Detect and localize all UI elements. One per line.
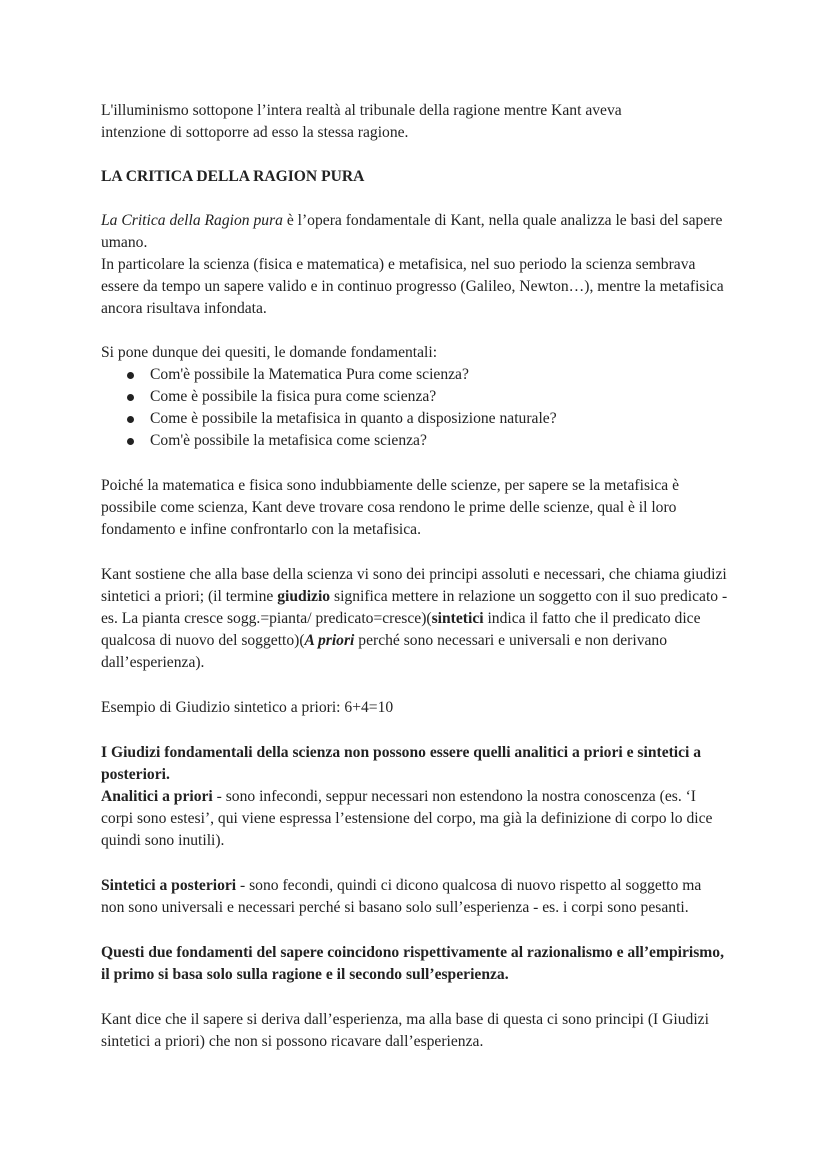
list-item: Com'è possibile la Matematica Pura come scienza?	[127, 364, 728, 386]
questions-list	[101, 364, 728, 452]
term-a-priori: A priori	[304, 632, 355, 649]
intro-line-2: intenzione di sottoporre ad esso la stessa ragione.	[101, 124, 409, 141]
bullet-icon	[127, 394, 134, 401]
term-analitici: Analitici a priori	[101, 788, 213, 805]
bullet-icon	[127, 416, 134, 423]
section-heading: LA CRITICA DELLA RAGION PURA	[101, 168, 365, 185]
paragraph-poiche: Poiché la matematica e fisica sono indubbiamente delle scienze, per sapere se la metafisica è possibile come scienza, Kant deve trovare cosa rendono le prime delle scienze, qual è il loro fondamento e infine confrontarlo con la metafisica.	[101, 477, 680, 538]
intro-paragraph	[101, 100, 728, 144]
bold-statement: I Giudizi fondamentali della scienza non possono essere quelli analitici a priori e sintetici a posteriori.	[101, 744, 702, 783]
paragraph-critica-text: è l’opera fondamentale di Kant, nella quale analizza le basi del sapere umano.	[101, 212, 723, 251]
paragraph-analitici: Analitici a priori - sono infecondi, seppur necessari non estendono la nostra conoscenza (es. ‘I corpi sono estesi’, qui viene espressa l’estensione del corpo, ma già la definizione di corpo lo dice quindi sono inutili).	[101, 788, 713, 849]
intro-line-1: L'illuminismo sottopone l’intera realtà al tribunale della ragione mentre Kant aveva	[101, 102, 622, 119]
questions-intro: Si pone dunque dei quesiti, le domande fondamentali:	[101, 344, 438, 361]
conclusion-paragraph: Kant dice che il sapere si deriva dall’esperienza, ma alla base di questa ci sono principi (I Giudizi sintetici a priori) che non si possono ricavare dall’esperienza.	[101, 1011, 709, 1050]
paragraph-sintetici: Sintetici a posteriori - sono fecondi, quindi ci dicono qualcosa di nuovo rispetto al soggetto ma non sono universali e necessari perché si basano solo sull’esperienza - es. i corpi sono pesanti.	[101, 877, 702, 916]
paragraph-giudizi: Kant sostiene che alla base della scienza vi sono dei principi assoluti e necessari, che chiama giudizi sintetici a priori; (il termine giudizio significa mettere in relazione un soggetto con il suo predicato - es. La pianta cresce sogg.=pianta/ predicato=cresce)(sintetici indica il fatto che il predicato dice qualcosa di nuovo del soggetto)(A priori perché sono necessari e universali e non derivano dall’esperienza).	[101, 566, 728, 671]
paragraph-critica	[101, 210, 730, 320]
paragraph-critica-line2: In particolare la scienza (fisica e matematica) e metafisica, nel suo periodo la scienza sembrava essere da tempo un sapere valido e in continuo progresso (Galileo, Newton…), mentre la metafisica ancora risultava infondata.	[101, 256, 724, 317]
bold-statement-2: Questi due fondamenti del sapere coincidono rispettivamente al razionalismo e all’empirismo, il primo si basa solo sulla ragione e il secondo sull’esperienza.	[101, 944, 724, 983]
example-line: Esempio di Giudizio sintetico a priori: 6+4=10	[101, 699, 394, 716]
list-item: Com'è possibile la metafisica come scienza?	[127, 430, 728, 452]
term-sintetici: sintetici	[431, 610, 484, 627]
list-item: Come è possibile la fisica pura come scienza?	[127, 386, 728, 408]
term-sintetici-posteriori: Sintetici a posteriori	[101, 877, 237, 894]
book-title: La Critica della Ragion pura	[101, 212, 283, 229]
term-giudizio: giudizio	[277, 588, 331, 605]
list-item: Come è possibile la metafisica in quanto a disposizione naturale?	[127, 408, 728, 430]
bullet-icon	[127, 372, 134, 379]
bullet-icon	[127, 438, 134, 445]
